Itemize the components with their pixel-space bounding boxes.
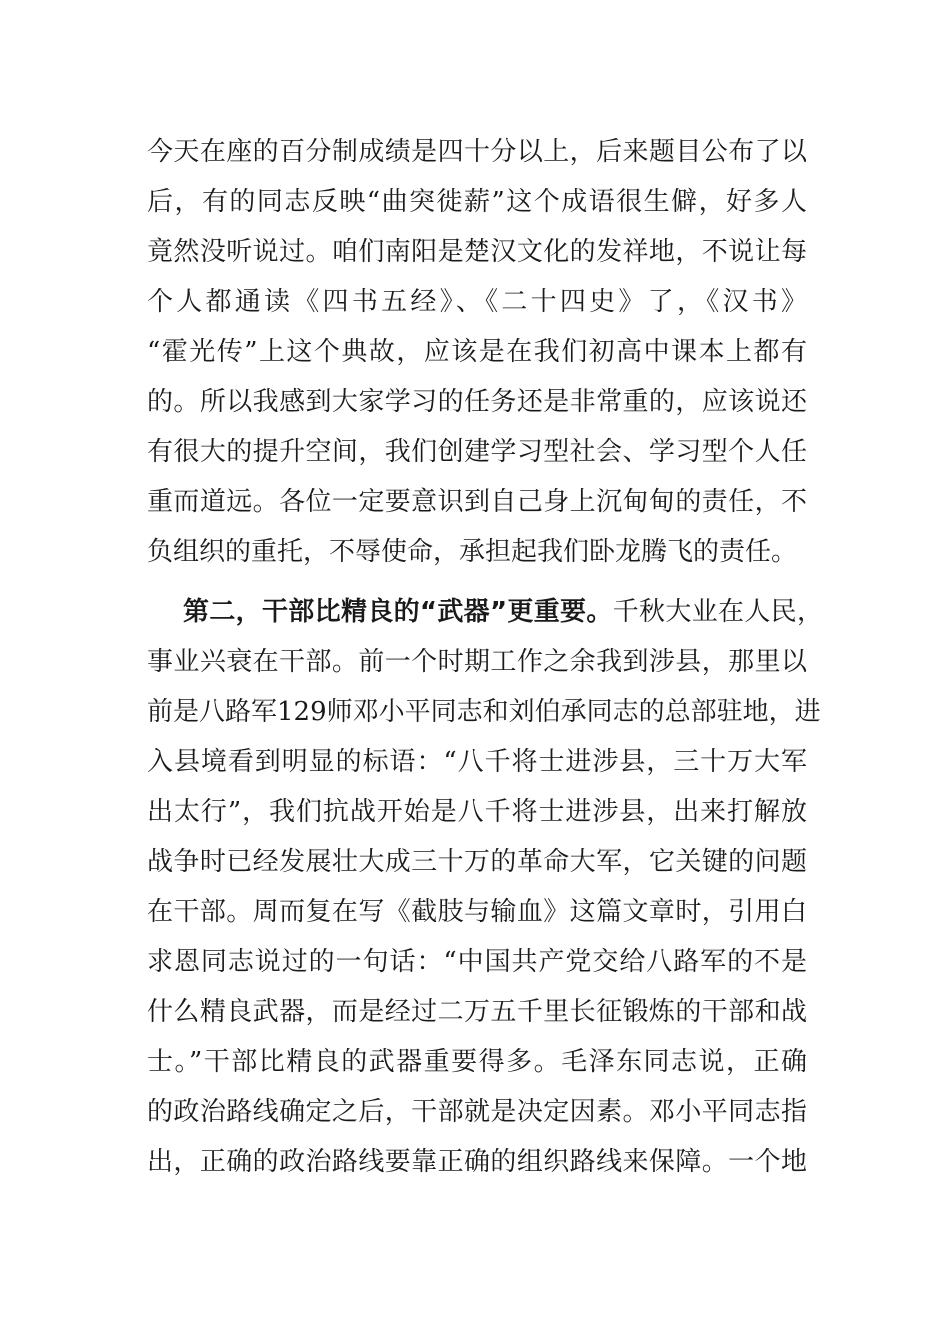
paragraph-first-line: [183, 587, 823, 637]
text-line: 今天在座的百分制成绩是四十分以上，后来题目公布了以: [147, 137, 807, 167]
text-line: 战争时已经发展壮大成三十万的革命大军，它关键的问题: [147, 847, 807, 877]
text-line: 后，有的同志反映“曲突徙薪”这个成语很生僻，好多人: [147, 187, 807, 217]
text-run: 千秋大业在人民，: [612, 597, 823, 627]
text-line: 竟然没听说过。咱们南阳是楚汉文化的发祥地，不说让每: [147, 237, 807, 267]
text-line: 负组织的重托，不辱使命，承担起我们卧龙腾飞的责任。: [147, 537, 798, 567]
text-line: 个人都通读《四书五经》、《二十四史》了，《汉书》: [147, 287, 807, 317]
text-line: 有很大的提升空间，我们创建学习型社会、学习型个人任: [147, 437, 807, 467]
text-line: 什么精良武器，而是经过二万五千里长征锻炼的干部和战: [147, 997, 807, 1027]
text-line: 求恩同志说过的一句话：“中国共产党交给八路军的不是: [147, 947, 807, 977]
text-line: 在干部。周而复在写《截肢与输血》这篇文章时，引用白: [147, 897, 807, 927]
text-line: 的。所以我感到大家学习的任务还是非常重的，应该说还: [147, 387, 807, 417]
text-line: 士。”干部比精良的武器重要得多。毛泽东同志说，正确: [147, 1047, 807, 1077]
text-line: 重而道远。各位一定要意识到自己身上沉甸甸的责任，不: [147, 487, 807, 517]
text-line: “霍光传”上这个典故，应该是在我们初高中课本上都有: [147, 337, 807, 367]
text-line: 事业兴衰在干部。前一个时期工作之余我到涉县，那里以: [147, 647, 807, 677]
text-line: 前是八路军129师邓小平同志和刘伯承同志的总部驻地，进: [147, 697, 821, 727]
text-line: 出太行”，我们抗战开始是八千将士进涉县，出来打解放: [147, 797, 807, 827]
text-line: 出，正确的政治路线要靠正确的组织路线来保障。一个地: [147, 1147, 807, 1177]
text-line: 的政治路线确定之后，干部就是决定因素。邓小平同志指: [147, 1097, 807, 1127]
text-line: 入县境看到明显的标语：“八千将士进涉县，三十万大军: [147, 747, 807, 777]
section-heading: 第二，干部比精良的“武器”更重要。: [183, 597, 613, 627]
